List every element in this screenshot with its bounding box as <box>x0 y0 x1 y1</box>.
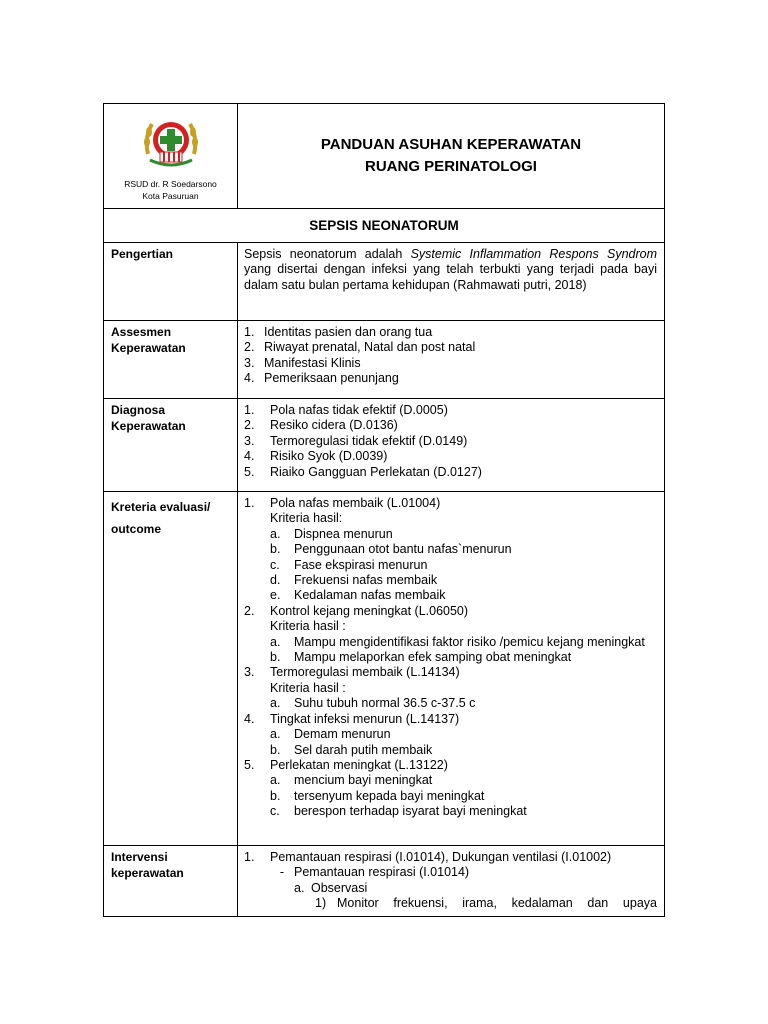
intervensi-label-line1: Intervensi <box>111 850 168 864</box>
list-item <box>244 340 657 355</box>
diagnosa-row <box>104 399 664 492</box>
list-text: Riaiko Gangguan Perlekatan (D.0127) <box>270 464 482 479</box>
list-text: Identitas pasien dan orang tua <box>264 325 433 339</box>
list-number: 1. <box>244 325 255 339</box>
list-number: 1. <box>244 403 255 417</box>
list-item <box>244 325 657 340</box>
list-item <box>244 542 657 557</box>
pengertian-text-after: yang disertai dengan infeksi yang telah terbukti yang terjadi pada bayi dalam satu bulan pertama kehidupan (Rahmawati putri, 2018) <box>244 262 657 292</box>
hospital-logo-cell <box>104 104 238 208</box>
list-letter: a. <box>270 696 281 711</box>
diagnosa-label <box>104 399 238 491</box>
outcome-group <box>244 758 657 773</box>
list-text: Resiko cidera (D.0136) <box>270 418 398 433</box>
list-letter: a. <box>294 880 305 895</box>
list-item <box>244 356 657 371</box>
list-text: Pemantauan respirasi (I.01014) <box>294 865 470 880</box>
care-guide-document <box>103 103 665 917</box>
list-text: Manifestasi Klinis <box>264 355 361 370</box>
list-text: Sel darah putih membaik <box>294 742 433 757</box>
list-letter: d. <box>270 573 281 588</box>
kreteria-label-line1: Kreteria evaluasi/ <box>111 500 211 514</box>
kreteria-list <box>238 492 664 845</box>
outcome-title: Kontrol kejang meningkat (L.06050) <box>270 603 469 618</box>
list-item <box>244 449 657 464</box>
hospital-name <box>124 178 217 202</box>
kreteria-label <box>104 492 238 845</box>
diagnosa-label-line2: Keperawatan <box>111 418 186 433</box>
outcome-title: Termoregulasi membaik (L.14134) <box>270 665 460 680</box>
list-text: Termoregulasi tidak efektif (D.0149) <box>270 433 468 448</box>
list-text: Pola nafas tidak efektif (D.0005) <box>270 403 448 417</box>
list-number: 4. <box>244 711 255 726</box>
list-text: Riwayat prenatal, Natal dan post natal <box>264 340 476 355</box>
pengertian-text-before: Sepsis neonatorum adalah <box>244 247 411 261</box>
list-letter: b. <box>270 742 281 757</box>
list-item <box>244 727 657 742</box>
list-text: Mampu melaporkan efek samping obat meningkat <box>294 650 572 665</box>
diagnosa-label-line1: Diagnosa <box>111 403 166 417</box>
diagnosa-list <box>238 399 664 491</box>
outcome-group <box>244 604 657 619</box>
list-number: 3. <box>244 355 255 370</box>
list-number: 1) <box>315 896 327 911</box>
pengertian-text-italic: Systemic Inflammation Respons Syndrom <box>410 247 657 261</box>
pengertian-content <box>238 243 664 320</box>
list-item <box>244 865 657 880</box>
list-text: Suhu tubuh normal 36.5 c-37.5 c <box>294 696 476 711</box>
list-text: Pemantauan respirasi (I.01014), Dukungan ventilasi (I.01002) <box>270 850 612 864</box>
pengertian-label: Pengertian <box>104 243 238 320</box>
list-number: 1. <box>244 850 255 864</box>
intervensi-row <box>104 846 664 916</box>
assesmen-label-line1: Assesmen <box>111 325 172 339</box>
list-number: 4. <box>244 449 255 464</box>
outcome-group <box>244 712 657 727</box>
list-text: Mampu mengidentifikasi faktor risiko /pemicu kejang meningkat <box>294 634 645 649</box>
criteria-label: Kriteria hasil : <box>270 680 346 695</box>
document-title-line2: RUANG PERINATOLOGI <box>365 158 537 175</box>
assesmen-list <box>238 321 664 398</box>
list-letter: b. <box>270 650 281 665</box>
list-letter: e. <box>270 588 281 603</box>
document-header <box>104 104 664 209</box>
pengertian-paragraph <box>244 247 657 293</box>
document-title-cell <box>238 104 664 208</box>
list-item <box>244 896 657 911</box>
list-letter: a. <box>270 727 281 742</box>
intervensi-label <box>104 846 238 916</box>
list-text: Monitor frekuensi, irama, kedalaman dan upaya <box>337 896 657 911</box>
list-text: tersenyum kepada bayi meningkat <box>294 788 485 803</box>
list-item <box>244 588 657 603</box>
list-text: Dispnea menurun <box>294 526 393 541</box>
list-item <box>244 635 657 650</box>
list-letter: c. <box>270 557 280 572</box>
section-title-row <box>104 209 664 243</box>
intervensi-label-line2: keperawatan <box>111 865 184 880</box>
list-text: Fase ekspirasi menurun <box>294 557 428 572</box>
section-title: SEPSIS NEONATORUM <box>309 218 459 233</box>
hospital-name-line2: Kota Pasuruan <box>142 191 199 201</box>
list-text: Kedalaman nafas membaik <box>294 588 446 603</box>
criteria-label: Kriteria hasil: <box>270 511 343 526</box>
document-title-line1: PANDUAN ASUHAN KEPERAWATAN <box>320 136 582 153</box>
outcome-group <box>244 496 657 511</box>
criteria-label: Kriteria hasil : <box>270 619 346 634</box>
hospital-name-line1: RSUD dr. R Soedarsono <box>124 179 217 189</box>
list-item <box>244 804 657 819</box>
list-item <box>244 850 657 865</box>
list-number: 4. <box>244 371 255 386</box>
assesmen-row <box>104 321 664 399</box>
list-item <box>244 558 657 573</box>
kreteria-row <box>104 492 664 846</box>
list-item <box>244 371 657 386</box>
list-number: 2. <box>244 340 255 355</box>
outcome-group <box>244 665 657 680</box>
kreteria-label-line2: outcome <box>111 522 162 536</box>
list-item <box>244 696 657 711</box>
outcome-title: Pola nafas membaik (L.01004) <box>270 496 441 510</box>
list-letter: b. <box>270 788 281 803</box>
list-item <box>244 527 657 542</box>
list-letter: a. <box>270 773 281 788</box>
list-item <box>244 434 657 449</box>
hospital-logo-icon <box>140 114 202 170</box>
list-number: 3. <box>244 665 255 680</box>
list-text: Penggunaan otot bantu nafas`menurun <box>294 542 512 557</box>
outcome-title: Tingkat infeksi menurun (L.14137) <box>270 711 460 726</box>
list-letter: c. <box>270 804 280 819</box>
list-text: Observasi <box>311 880 368 895</box>
list-letter: a. <box>270 526 281 541</box>
list-text: berespon terhadap isyarat bayi meningkat <box>294 804 527 819</box>
list-item <box>244 465 657 480</box>
list-item <box>244 573 657 588</box>
list-item <box>244 881 657 896</box>
list-text: Risiko Syok (D.0039) <box>270 449 388 464</box>
outcome-title: Perlekatan meningkat (L.13122) <box>270 757 448 772</box>
list-item <box>244 650 657 665</box>
list-number: 3. <box>244 433 255 448</box>
list-item <box>244 789 657 804</box>
list-text: Pemeriksaan penunjang <box>264 371 399 386</box>
list-number: 5. <box>244 464 255 479</box>
list-text: Frekuensi nafas membaik <box>294 573 438 588</box>
list-dash: - <box>279 865 285 880</box>
list-letter: b. <box>270 542 281 557</box>
intervensi-list <box>238 846 664 916</box>
list-letter: a. <box>270 634 281 649</box>
list-item <box>244 743 657 758</box>
list-number: 2. <box>244 603 255 618</box>
pengertian-row <box>104 243 664 321</box>
list-text: mencium bayi meningkat <box>294 773 433 788</box>
list-item <box>244 403 657 418</box>
list-number: 2. <box>244 418 255 433</box>
list-text: Demam menurun <box>294 727 391 742</box>
list-number: 5. <box>244 757 255 772</box>
assesmen-label <box>104 321 238 398</box>
list-item <box>244 773 657 788</box>
assesmen-label-line2: Keperawatan <box>111 340 186 355</box>
list-number: 1. <box>244 496 255 510</box>
list-item <box>244 418 657 433</box>
